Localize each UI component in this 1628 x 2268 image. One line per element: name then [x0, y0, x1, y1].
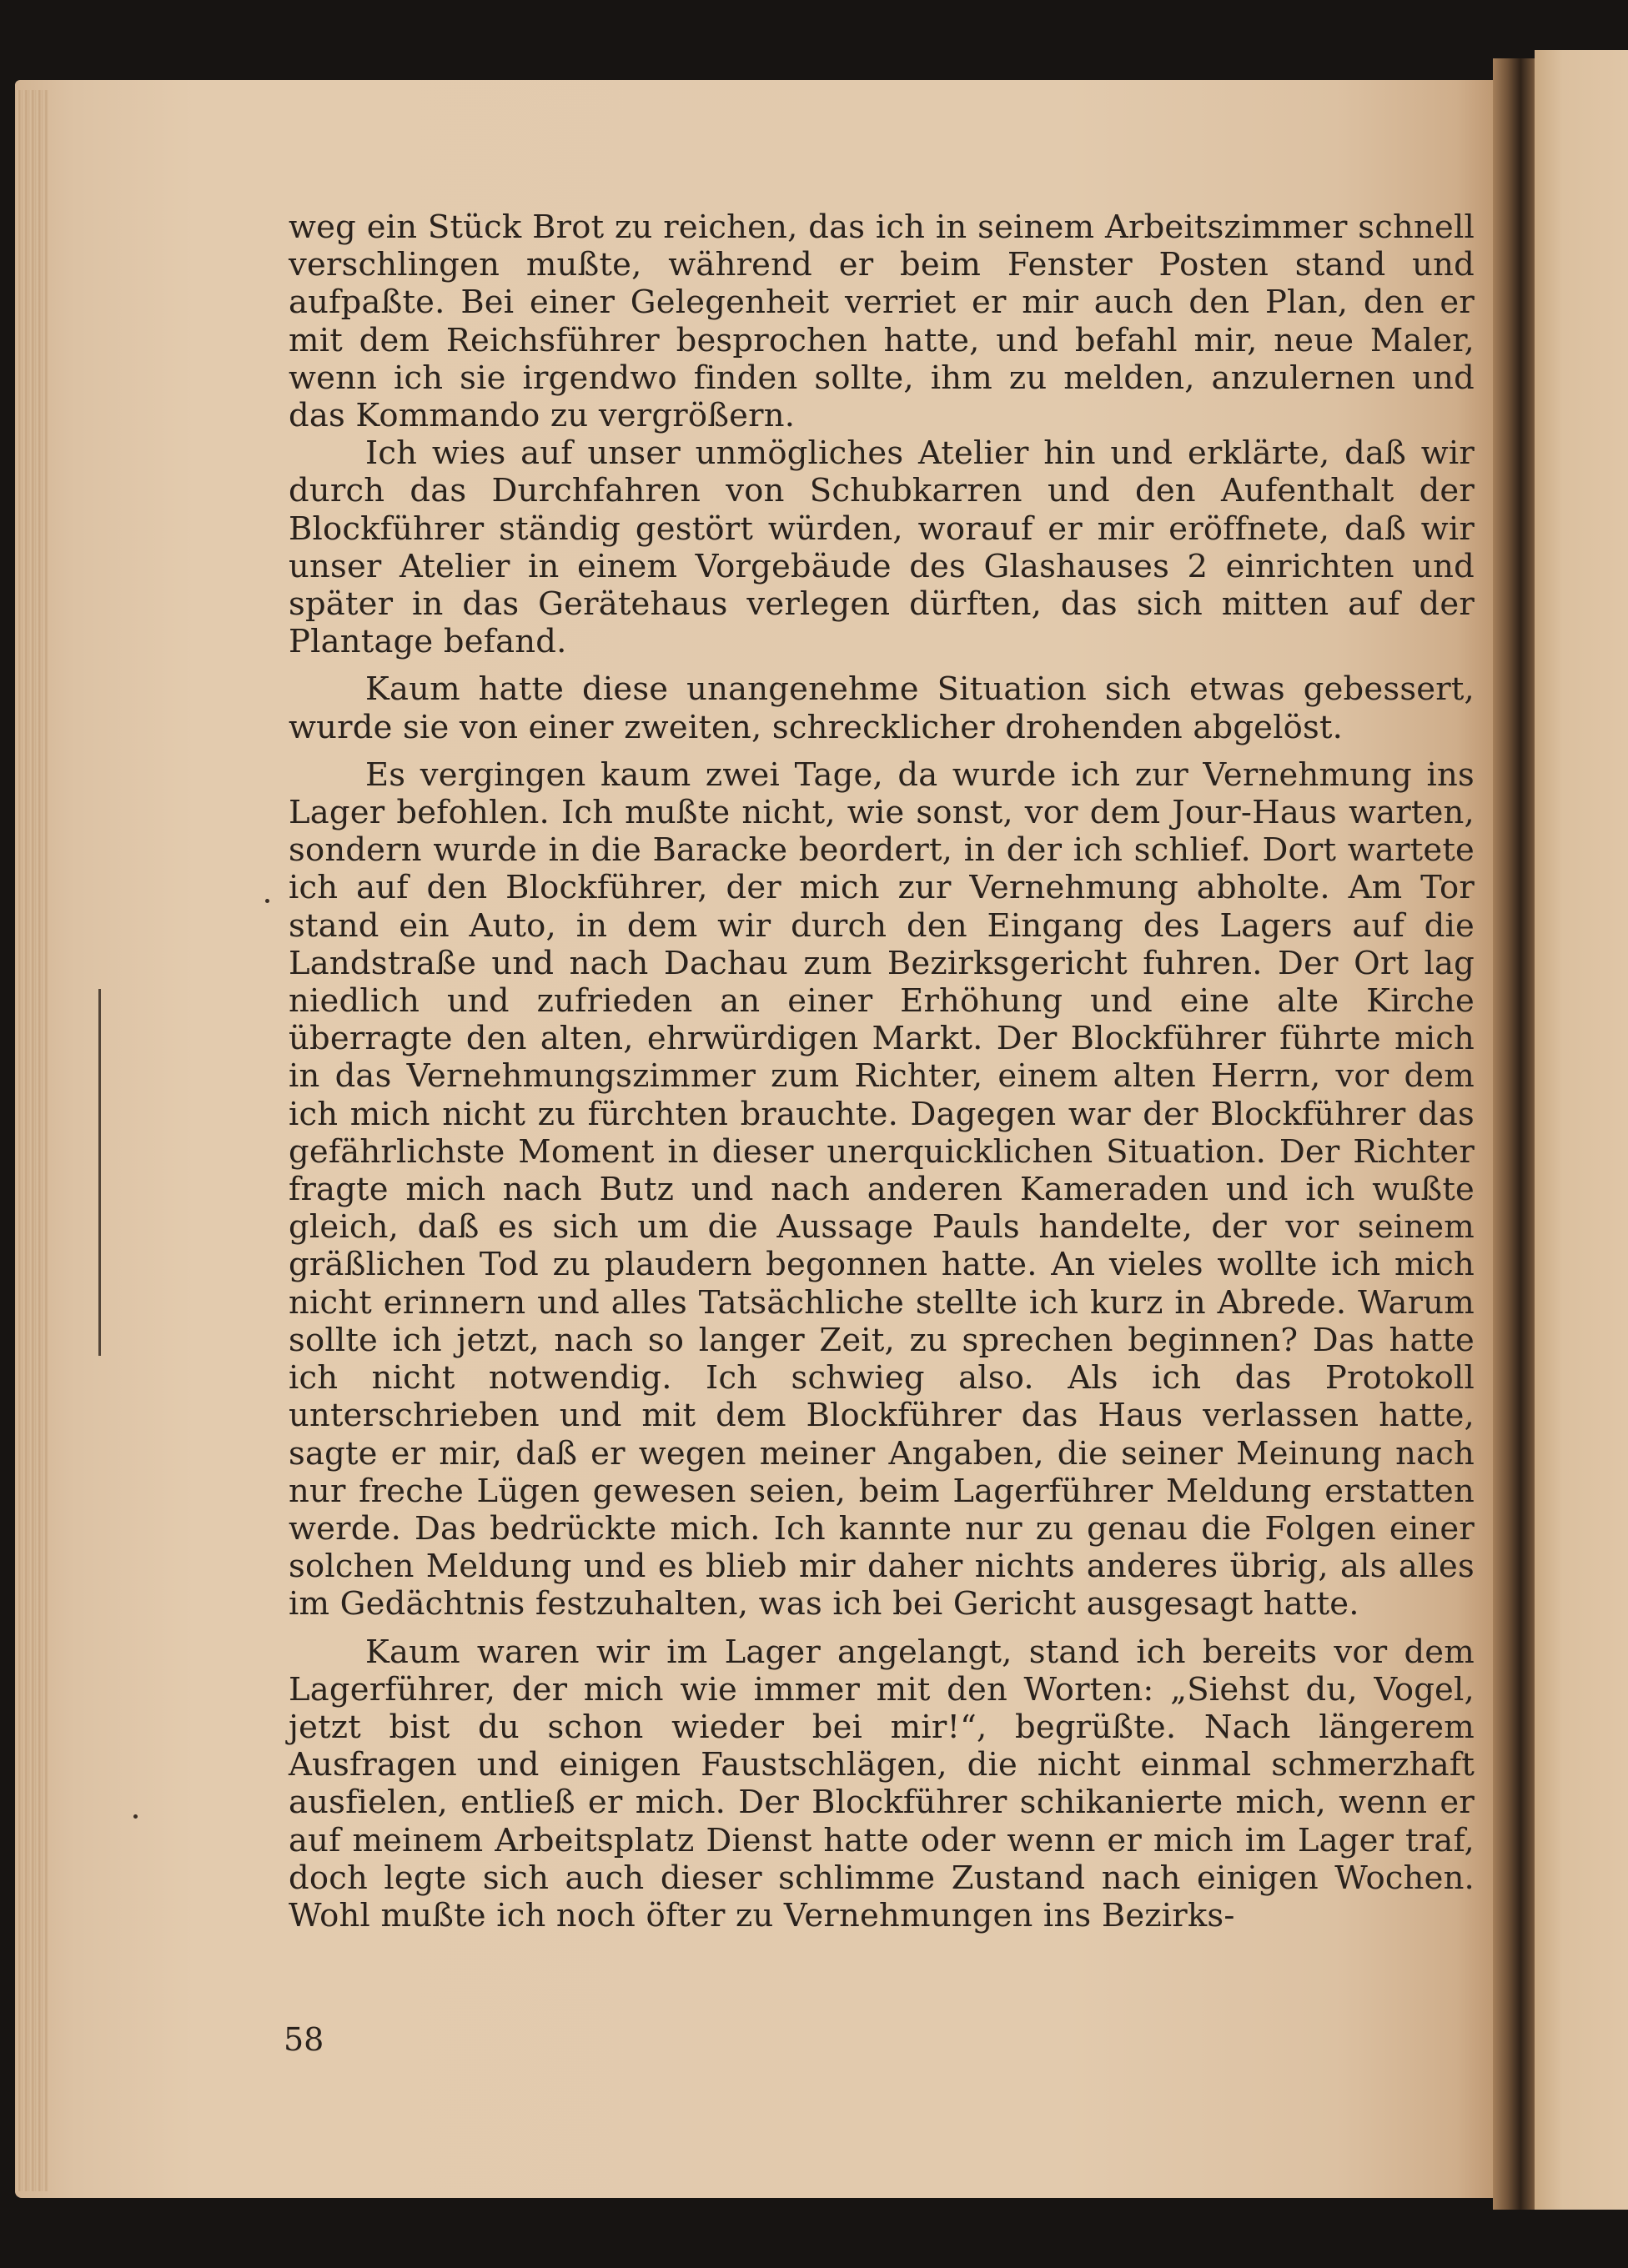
page-number: 58: [284, 2021, 324, 2058]
paragraph: Kaum waren wir im Lager angelangt, stand ich bereits vor dem Lagerführer, der mich wie immer mit den Worten: „Siehst du, Vogel, jetzt bist du schon wieder bei mir!“, begrüßte. Nach längerem Ausfragen und einigen Faustschlägen, die nicht einmal schmerzhaft ausfielen, entließ er mich. Der Blockführer schikanierte mich, wenn er auf meinem Arbeitsplatz Dienst hatte oder wenn er mich im Lager traf, doch legte sich auch dieser schlimme Zustand nach einigen Wochen. Wohl mußte ich noch öfter zu Vernehmungen ins Bezirks-: [289, 1633, 1475, 1934]
speck: [133, 1814, 138, 1819]
margin-pencil-mark: [98, 989, 101, 1356]
paragraph: weg ein Stück Brot zu reichen, das ich in seinem Arbeitszimmer schnell verschlingen mußte, während er beim Fenster Posten stand und aufpaßte. Bei einer Gelegenheit verriet er mir auch den Plan, den er mit dem Reichsführer besprochen hatte, und befahl mir, neue Maler, wenn ich sie irgendwo finden sollte, ihm zu melden, anzulernen und das Kommando zu vergrößern.: [289, 208, 1475, 435]
speck: [265, 899, 269, 903]
paragraph: Kaum hatte diese unangenehme Situation sich etwas gebessert, wurde sie von einer zweiten, schrecklicher drohenden abgelöst.: [289, 670, 1475, 746]
paragraph: Es vergingen kaum zwei Tage, da wurde ich zur Vernehmung ins Lager befohlen. Ich mußte nicht, wie sonst, vor dem Jour-Haus warten, sondern wurde in die Baracke beordert, in der ich schlief. Dort wartete ich auf den Blockführer, der mich zur Vernehmung abholte. Am Tor stand ein Auto, in dem wir durch den Eingang des Lagers auf die Landstraße und nach Dachau zum Bezirksgericht fuhren. Der Ort lag niedlich und zufrieden an einer Erhöhung und eine alte Kirche überragte den alten, ehrwürdigen Markt. Der Blockführer führte mich in das Vernehmungszimmer zum Richter, einem alten Herrn, vor dem ich mich nicht zu fürchten brauchte. Dagegen war der Blockführer das gefährlichste Moment in dieser unerquicklichen Situation. Der Richter fragte mich nach Butz und nach anderen Kameraden und ich wußte gleich, daß es sich um die Aussage Pauls handelte, der vor seinem gräßlichen Tod zu plaudern begonnen hatte. An vieles wollte ich mich nicht erinnern und alles Tatsächliche stellte ich kurz in Abrede. Warum sollte ich jetzt, nach so langer Zeit, zu sprechen beginnen? Das hatte ich nicht notwendig. Ich schwieg also. Als ich das Protokoll unterschrieben und mit dem Blockführer das Haus verlassen hatte, sagte er mir, daß er wegen meiner Angaben, die seiner Meinung nach nur freche Lügen gewesen seien, beim Lagerführer Meldung erstatten werde. Das bedrückte mich. Ich kannte nur zu genau die Folgen einer solchen Meldung und es blieb mir daher nichts anderes übrig, als alles im Gedächtnis festzuhalten, was ich bei Gericht ausgesagt hatte.: [289, 755, 1475, 1623]
right-page: [1535, 50, 1628, 2210]
paragraph: Ich wies auf unser unmögliches Atelier hin und erklärte, daß wir durch das Durchfahren von Schubkarren und den Aufenthalt der Blockführer ständig gestört würden, worauf er mir eröffnete, daß wir unser Atelier in einem Vorgebäude des Glashauses 2 einrichten und später in das Gerätehaus verlegen dürften, das sich mitten auf der Plantage befand.: [289, 434, 1475, 661]
page-edge-stack: [15, 90, 48, 2191]
body-text: [289, 208, 1475, 1934]
